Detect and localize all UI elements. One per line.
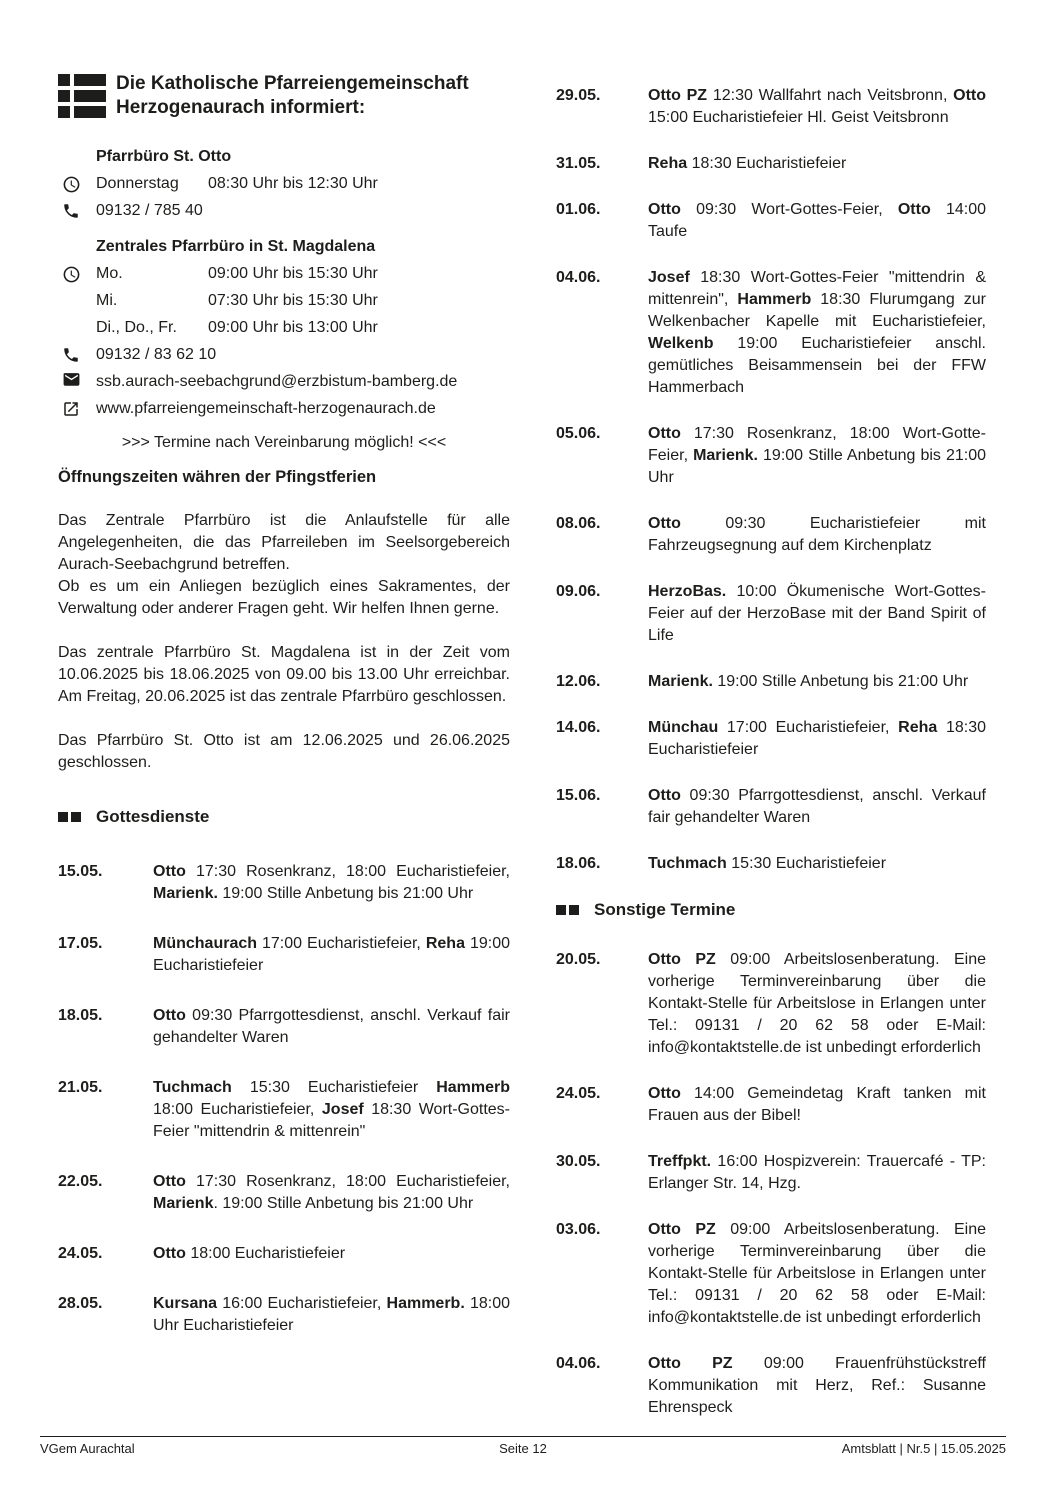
event-row xyxy=(556,581,986,647)
office-magdalena-email[interactable]: ssb.aurach-seebachgrund@erzbistum-bamberg.de xyxy=(96,373,458,390)
event-row xyxy=(556,85,986,129)
external-link-icon xyxy=(58,398,96,418)
opening-hours-row xyxy=(96,290,510,312)
event-row xyxy=(556,1219,986,1329)
event-row xyxy=(556,513,986,557)
event-description: Otto PZ 09:00 Frauenfrühstückstreff Kommunikation mit Herz, Ref.: Susanne Ehrenspeck xyxy=(648,1355,987,1416)
event-date: 20.05. xyxy=(556,951,601,968)
event-description: Otto PZ 09:00 Arbeitslosenberatung. Eine vorherige Terminvereinbarung über die Kontakt-Stelle für Arbeitslose in Erlangen unter Tel.: 09131 / 20 62 58 oder E-Mail: info@kontaktstelle.de ist unbedingt erforderlich xyxy=(648,1221,986,1326)
page-title xyxy=(116,72,469,120)
office-magdalena-phone-row xyxy=(58,344,510,366)
event-row xyxy=(556,785,986,829)
opening-hours-row xyxy=(96,263,510,285)
event-date: 18.06. xyxy=(556,855,601,872)
paragraph-group xyxy=(58,642,510,708)
event-date: 15.05. xyxy=(58,863,103,880)
office-magdalena-website[interactable]: www.pfarreiengemeinschaft-herzogenaurach.de xyxy=(96,400,436,417)
event-row xyxy=(556,1151,986,1195)
event-description: Münchau 17:00 Eucharistiefeier, Reha 18:30 Eucharistiefeier xyxy=(648,719,987,758)
office-otto-name: Pfarrbüro St. Otto xyxy=(96,148,232,165)
event-description: Otto 09:30 Pfarrgottesdienst, anschl. Verkauf fair gehandelter Waren xyxy=(153,1007,510,1046)
event-description: Marienk. 19:00 Stille Anbetung bis 21:00 Uhr xyxy=(648,673,969,690)
event-date: 04.06. xyxy=(556,1355,601,1372)
event-description: Otto 17:30 Rosenkranz, 18:00 Eucharistiefeier, Marienk. 19:00 Stille Anbetung bis 21:00 Uhr xyxy=(153,1173,510,1212)
event-description: Münchaurach 17:00 Eucharistiefeier, Reha 19:00 Eucharistiefeier xyxy=(153,935,510,974)
footer-right-text: Amtsblatt | Nr.5 | 15.05.2025 xyxy=(841,1441,1006,1456)
event-date: 21.05. xyxy=(58,1079,103,1096)
services-events-left xyxy=(58,861,510,1337)
event-date: 17.05. xyxy=(58,935,103,952)
footer-page-number: Seite 12 xyxy=(499,1441,547,1456)
paragraph: Ob es um ein Anliegen bezüglich eines Sakramentes, der Verwaltung oder anderer Fragen geht. Wir helfen Ihnen gerne. xyxy=(58,578,510,617)
appointment-note: >>> Termine nach Vereinbarung möglich! <<< xyxy=(121,434,447,451)
event-row xyxy=(58,933,510,977)
opening-hours-row xyxy=(96,173,510,195)
office-otto-phone: 09132 / 785 40 xyxy=(96,202,203,219)
event-description: Otto 17:30 Rosenkranz, 18:00 Eucharistiefeier, Marienk. 19:00 Stille Anbetung bis 21:00 Uhr xyxy=(153,863,510,902)
other-events xyxy=(556,949,986,1419)
event-date: 09.06. xyxy=(556,583,601,600)
event-description: Josef 18:30 Wort-Gottes-Feier "mittendrin & mittenrein", Hammerb 18:30 Flurumgang zur Welkenbacher Kapelle mit Eucharistiefeier, Welkenb 19:00 Eucharistiefeier anschl. gemütliches Beisammensein bei der FFW Hammerbach xyxy=(648,269,986,396)
office-magdalena-hours-row xyxy=(58,263,510,339)
opening-hours-time: 08:30 Uhr bis 12:30 Uhr xyxy=(208,175,378,192)
event-date: 14.06. xyxy=(556,719,601,736)
parish-logo-icon xyxy=(58,74,106,118)
event-description: HerzoBas. 10:00 Ökumenische Wort-Gottes-Feier auf der HerzoBase mit der Band Spirit of Life xyxy=(648,583,986,644)
event-description: Otto PZ 09:00 Arbeitslosenberatung. Eine vorherige Terminvereinbarung über die Kontakt-Stelle für Arbeitslose in Erlangen unter Tel.: 09131 / 20 62 58 oder E-Mail: info@kontaktstelle.de ist unbedingt erforderlich xyxy=(648,951,986,1056)
event-row xyxy=(58,1293,510,1337)
opening-hours-heading: Öffnungszeiten währen der Pfingstferien xyxy=(58,468,377,486)
clock-icon xyxy=(58,263,96,284)
event-row xyxy=(58,1077,510,1143)
paragraph: Das zentrale Pfarrbüro St. Magdalena ist in der Zeit vom 10.06.2025 bis 18.06.2025 von 09.00 bis 13.00 Uhr erreichbar. Am Freitag, 20.06.2025 ist das zentrale Pfarrbüro geschlossen. xyxy=(58,644,510,705)
event-description: Otto PZ 12:30 Wallfahrt nach Veitsbronn, Otto 15:00 Eucharistiefeier Hl. Geist Veitsbronn xyxy=(648,87,987,126)
clock-icon xyxy=(58,173,96,194)
opening-hours-day: Mo. xyxy=(96,265,123,282)
event-description: Tuchmach 15:30 Eucharistiefeier xyxy=(648,855,887,872)
services-events-right xyxy=(556,85,986,875)
event-description: Kursana 16:00 Eucharistiefeier, Hammerb. 18:00 Uhr Eucharistiefeier xyxy=(153,1295,511,1334)
event-description: Otto 18:00 Eucharistiefeier xyxy=(153,1245,346,1262)
phone-icon xyxy=(58,344,96,364)
section-heading-gottesdienste xyxy=(58,806,510,828)
opening-hours-time: 09:00 Uhr bis 15:30 Uhr xyxy=(208,265,378,282)
event-date: 03.06. xyxy=(556,1221,601,1238)
event-row xyxy=(58,1171,510,1215)
event-date: 31.05. xyxy=(556,155,601,172)
opening-hours-paragraphs xyxy=(58,510,510,774)
paragraph-group xyxy=(58,510,510,620)
event-row xyxy=(556,199,986,243)
event-description: Otto 09:30 Pfarrgottesdienst, anschl. Verkauf fair gehandelter Waren xyxy=(648,787,986,826)
event-date: 22.05. xyxy=(58,1173,103,1190)
event-date: 08.06. xyxy=(556,515,601,532)
event-date: 15.06. xyxy=(556,787,601,804)
footer-left-text: VGem Aurachtal xyxy=(40,1441,135,1456)
event-row xyxy=(556,717,986,761)
event-description: Otto 17:30 Rosenkranz, 18:00 Wort-Gotte-Feier, Marienk. 19:00 Stille Anbetung bis 21:00 Uhr xyxy=(648,425,987,486)
event-date: 18.05. xyxy=(58,1007,103,1024)
office-otto-hours-row xyxy=(58,173,510,195)
page-title-line2: Herzogenaurach informiert: xyxy=(116,97,366,118)
event-description: Otto 09:30 Eucharistiefeier mit Fahrzeugsegnung auf dem Kirchenplatz xyxy=(648,515,986,554)
event-date: 30.05. xyxy=(556,1153,601,1170)
page-title-line1: Die Katholische Pfarreiengemeinschaft xyxy=(116,73,469,94)
paragraph: Das Zentrale Pfarrbüro ist die Anlaufstelle für alle Angelegenheiten, die das Pfarreileben im Seelsorgebereich Aurach-Seebachgrund betreffen. xyxy=(58,512,510,573)
double-square-bullet-icon xyxy=(556,905,579,915)
event-date: 24.05. xyxy=(58,1245,103,1262)
section-heading-label: Gottesdienste xyxy=(96,807,210,826)
office-magdalena-phone: 09132 / 83 62 10 xyxy=(96,346,217,363)
event-date: 01.06. xyxy=(556,201,601,218)
event-date: 12.06. xyxy=(556,673,601,690)
event-row xyxy=(556,153,986,175)
event-date: 28.05. xyxy=(58,1295,103,1312)
opening-hours-time: 07:30 Uhr bis 15:30 Uhr xyxy=(208,292,378,309)
paragraph-group xyxy=(58,730,510,774)
opening-hours-time: 09:00 Uhr bis 13:00 Uhr xyxy=(208,319,378,336)
masthead xyxy=(58,72,510,120)
event-description: Otto 09:30 Wort-Gottes-Feier, Otto 14:00 Taufe xyxy=(648,201,986,240)
event-description: Reha 18:30 Eucharistiefeier xyxy=(648,155,847,172)
email-icon xyxy=(58,371,96,389)
event-row xyxy=(58,1243,510,1265)
office-magdalena-website-row xyxy=(58,398,510,420)
double-square-bullet-icon xyxy=(58,812,81,822)
opening-hours-day: Mi. xyxy=(96,292,118,309)
office-magdalena-hours xyxy=(96,263,510,339)
event-date: 24.05. xyxy=(556,1085,601,1102)
event-row xyxy=(58,861,510,905)
event-description: Treffpkt. 16:00 Hospizverein: Trauercafé - TP: Erlanger Str. 14, Hzg. xyxy=(648,1153,986,1192)
office-otto-hours xyxy=(96,173,510,195)
event-row xyxy=(556,853,986,875)
page-footer xyxy=(40,1436,1006,1458)
paragraph: Das Pfarrbüro St. Otto ist am 12.06.2025 und 26.06.2025 geschlossen. xyxy=(58,732,510,771)
event-date: 04.06. xyxy=(556,269,601,286)
opening-hours-day: Di., Do., Fr. xyxy=(96,319,177,336)
left-column xyxy=(58,72,510,1365)
office-magdalena-name: Zentrales Pfarrbüro in St. Magdalena xyxy=(96,238,376,255)
event-date: 29.05. xyxy=(556,87,601,104)
event-description: Otto 14:00 Gemeindetag Kraft tanken mit Frauen aus der Bibel! xyxy=(648,1085,986,1124)
event-row xyxy=(556,423,986,489)
opening-hours-day: Donnerstag xyxy=(96,175,179,192)
event-row xyxy=(556,671,986,693)
event-row xyxy=(556,1353,986,1419)
right-column xyxy=(556,85,986,1443)
event-row xyxy=(58,1005,510,1049)
office-otto-phone-row xyxy=(58,200,510,222)
event-row xyxy=(556,949,986,1059)
event-date: 05.06. xyxy=(556,425,601,442)
event-description: Tuchmach 15:30 Eucharistiefeier Hammerb 18:00 Eucharistiefeier, Josef 18:30 Wort-Gottes-Feier "mittendrin & mittenrein" xyxy=(153,1079,511,1140)
section-heading-label: Sonstige Termine xyxy=(594,900,736,919)
section-heading-sonstige-termine xyxy=(556,899,986,921)
event-row xyxy=(556,267,986,399)
opening-hours-row xyxy=(96,317,510,339)
office-magdalena-email-row xyxy=(58,371,510,393)
phone-icon xyxy=(58,200,96,220)
event-row xyxy=(556,1083,986,1127)
